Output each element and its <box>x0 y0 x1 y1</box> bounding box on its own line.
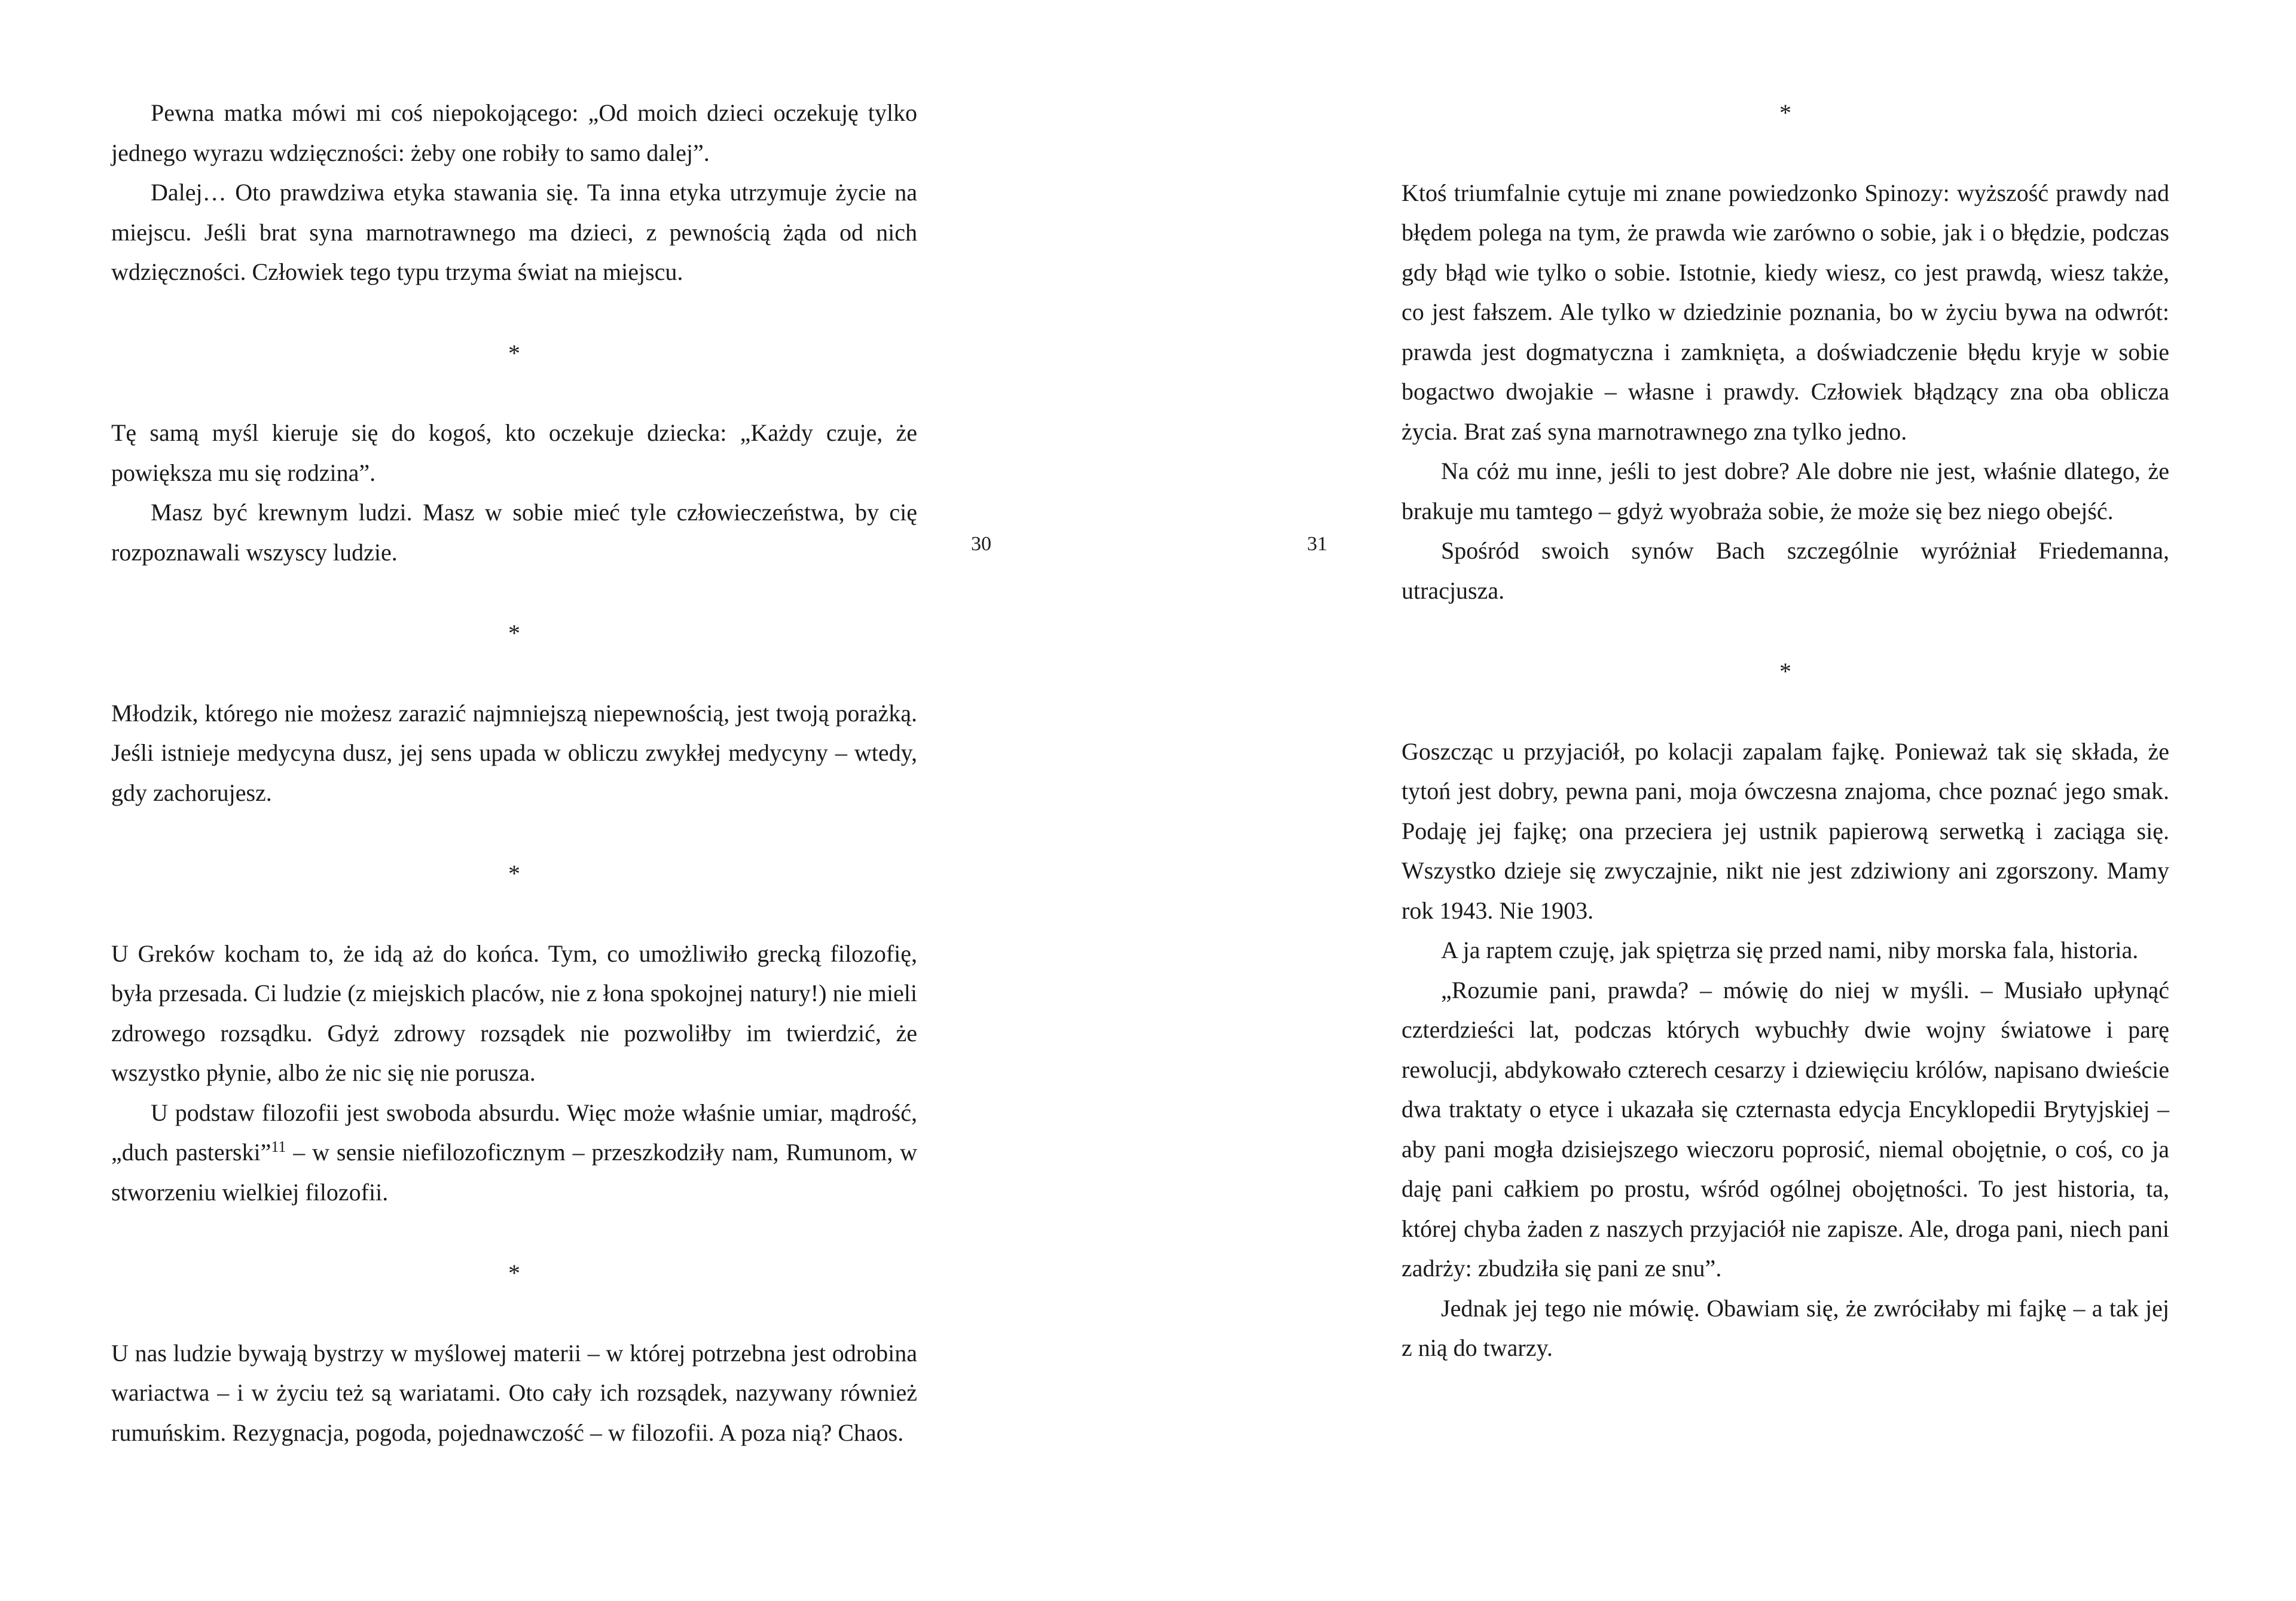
section-separator: * <box>1779 99 1791 126</box>
right-page <box>1148 0 2296 1601</box>
section-separator: * <box>508 339 520 367</box>
paragraph: A ja raptem czuję, jak spiętrza się przed nami, niby morska fala, historia. <box>1441 937 2139 963</box>
left-page-text <box>111 93 917 1453</box>
right-page-text <box>1402 93 2169 1368</box>
paragraph-text: – w sensie niefilozoficznym – przeszkodziły nam, Rumunom, w stworzeniu wielkiej filozofii. <box>111 1139 918 1206</box>
paragraph: Pewna matka mówi mi coś niepokojącego: „Od moich dzieci oczekuję tylko jednego wyrazu wdzięczności: żeby one robiły to samo dalej”. <box>111 99 917 166</box>
paragraph: Ktoś triumfalnie cytuje mi znane powiedzonko Spinozy: wyższość prawdy nad błędem polega na tym, że prawda wie zarówno o sobie, jak i o błędzie, podczas gdy błąd wie tylko o sobie. Istotnie, kiedy wiesz, co jest prawdą, wiesz także, co jest fałszem. Ale tylko w dziedzinie poznania, bo w życiu bywa na odwrót: prawda jest dogmatyczna i zamknięta, a doświadczenie błędu kryje w sobie bogactwo dwojakie – własne i prawdy. Człowiek błądzący zna oba oblicza życia. Brat zaś syna marnotrawnego zna tylko jedno. <box>1402 179 2169 445</box>
section-separator: * <box>1779 658 1791 685</box>
paragraph: Dalej… Oto prawdziwa etyka stawania się. Ta inna etyka utrzymuje życie na miejscu. Jeśli brat syna marnotrawnego ma dzieci, z pewnością żąda od nich wdzięczności. Człowiek tego typu trzyma świat na miejscu. <box>111 179 917 285</box>
section-separator: * <box>508 1260 520 1286</box>
paragraph: Masz być krewnym ludzi. Masz w sobie mieć tyle człowieczeństwa, by cię rozpoznawali wszyscy ludzie. <box>111 499 917 566</box>
section-separator: * <box>508 860 520 887</box>
paragraph: Jednak jej tego nie mówię. Obawiam się, że zwróciłaby mi fajkę – a tak jej z nią do twarzy. <box>1402 1294 2169 1361</box>
page-number: 30 <box>971 533 991 555</box>
paragraph: Tę samą myśl kieruje się do kogoś, kto oczekuje dziecka: „Każdy czuje, że powiększa mu się rodzina”. <box>111 419 917 486</box>
paragraph-with-footnote <box>111 1093 917 1213</box>
paragraph: Młodzik, którego nie możesz zarazić najmniejszą niepewnością, jest twoją porażką. Jeśli istnieje medycyna dusz, jej sens upada w obliczu zwykłej medycyny – wtedy, gdy zachorujesz. <box>111 699 917 806</box>
paragraph: U nas ludzie bywają bystrzy w myślowej materii – w której potrzebna jest odrobina wariactwa – i w życiu też są wariatami. Oto cały ich rozsądek, nazywany również rumuńskim. Rezygnacja, pogoda, pojednawczość – w filozofii. A poza nią? Chaos. <box>111 1339 917 1446</box>
paragraph: „Rozumie pani, prawda? – mówię do niej w myśli. – Musiało upłynąć czterdzieści lat, podczas których wybuchły dwie wojny światowe i parę rewolucji, abdykowało czterech cesarzy i dziewięciu królów, napisano dwieście dwa traktaty o etyce i ukazała się czternasta edycja Encyklopedii Brytyjskiej – aby pani mogła dzisiejszego wieczoru poprosić, niemal obojętnie, o coś, co ja daję pani całkiem po prostu, wśród ogólnej obojętności. To jest historia, ta, której chyba żaden z naszych przyjaciół nie zapisze. Ale, droga pani, niech pani zadrży: zbudziła się pani ze snu”. <box>1402 976 2169 1282</box>
paragraph: Goszcząc u przyjaciół, po kolacji zapalam fajkę. Ponieważ tak się składa, że tytoń jest dobry, pewna pani, moja ówczesna znajoma, chce poznać jego smak. Podaję jej fajkę; ona przeciera jej ustnik papierową serwetką i zaciąga się. Wszystko dzieje się zwyczajnie, nikt nie jest zdziwiony ani zgorszony. Mamy rok 1943. Nie 1903. <box>1402 737 2169 924</box>
paragraph: U Greków kocham to, że idą aż do końca. Tym, co umożliwiło grecką filozofię, była przesada. Ci ludzie (z miejskich placów, nie z łona spokojnej natury!) nie mieli zdrowego rozsądku. Gdyż zdrowy rozsądek nie pozwoliłby im twierdzić, że wszystko płynie, albo że nic się nie porusza. <box>111 940 917 1086</box>
section-separator: * <box>508 620 520 647</box>
paragraph: Spośród swoich synów Bach szczególnie wyróżniał Friedemanna, utracjusza. <box>1402 537 2169 604</box>
paragraph: Na cóż mu inne, jeśli to jest dobre? Ale dobre nie jest, właśnie dlatego, że brakuje mu tamtego – gdyż wyobraża sobie, że może się bez niego obejść. <box>1402 458 2169 524</box>
footnote-marker[interactable]: 11 <box>271 1138 286 1155</box>
paragraph-text: U podstaw filozofii jest swoboda absurdu. Więc może właśnie umiar, mądrość, „duch pasterski” <box>111 1099 917 1166</box>
page-number: 31 <box>1307 533 1327 555</box>
